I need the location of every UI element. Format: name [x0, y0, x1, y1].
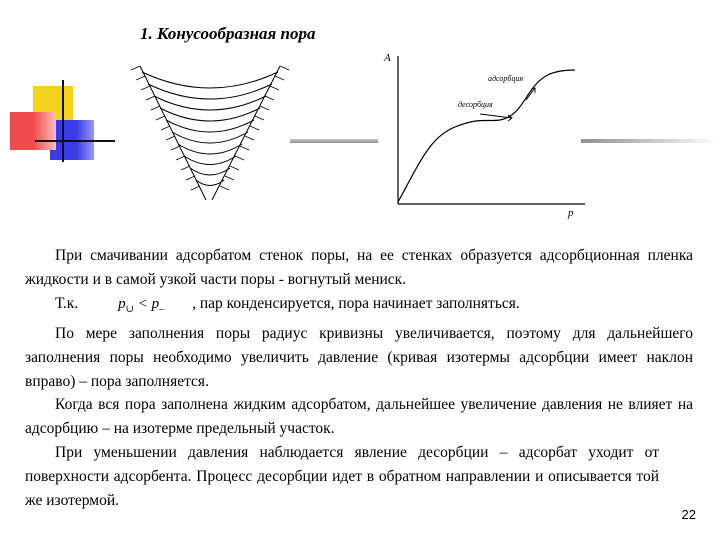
desorption-arrow	[480, 114, 512, 118]
paragraph-2-suffix: , пар конденсируется, пора начинает заполняться.	[192, 294, 520, 312]
decor-vertical-line	[62, 80, 64, 162]
divider-line-right	[581, 139, 719, 143]
adsorption-label: адсорбция	[488, 74, 524, 83]
paragraph-3: По мере заполнения поры радиус кривизны увеличивается, поэтому для дальнейшего заполнения поры необходимо увеличить давление (кривая изотермы адсорбции имеет наклон вправо) – пора заполняется.	[25, 324, 693, 390]
body-text	[25, 244, 693, 513]
formula-op: <	[137, 295, 148, 312]
y-axis-label: A	[384, 52, 391, 64]
x-axis-label: p	[568, 207, 574, 219]
pore-wall-hatching-right	[220, 66, 289, 190]
formula-right: p	[151, 295, 160, 312]
isotherm-curve	[398, 70, 575, 202]
paragraph-2-prefix: Т.к.	[55, 294, 79, 312]
desorption-label: десорбция	[458, 100, 493, 109]
decor-red-square	[10, 112, 56, 150]
pore-menisci	[142, 72, 278, 186]
formula-right-sub: –	[159, 303, 165, 315]
paragraph-1: При смачивании адсорбатом стенок поры, на ее стенках образуется адсорбционная пленка жидкости и в самой узкой части поры - вогнутый мениск.	[25, 247, 693, 288]
page-number: 22	[681, 507, 696, 522]
cone-pore-figure	[120, 60, 290, 210]
formula-left-sub: ∪	[125, 303, 134, 315]
adsorption-arrow	[526, 88, 535, 100]
paragraph-2	[25, 292, 693, 322]
paragraph-5: При уменьшении давления наблюдается явление десорбции – адсорбат уходит от поверхности адсорбента. Процесс десорбции идет в обратном направлении и описывается той же изотермой.	[25, 444, 659, 510]
slide-title: 1. Конусообразная пора	[140, 24, 316, 43]
divider-line-left	[290, 139, 378, 143]
decor-horizontal-line	[35, 140, 115, 142]
formula-left: p	[118, 295, 126, 312]
paragraph-4: Когда вся пора заполнена жидким адсорбатом, дальнейшее увеличение давления не влияет на адсорбцию – на изотерме предельный участок.	[25, 396, 693, 438]
pressure-inequality	[82, 293, 192, 322]
pore-wall-hatching-left	[131, 66, 200, 190]
